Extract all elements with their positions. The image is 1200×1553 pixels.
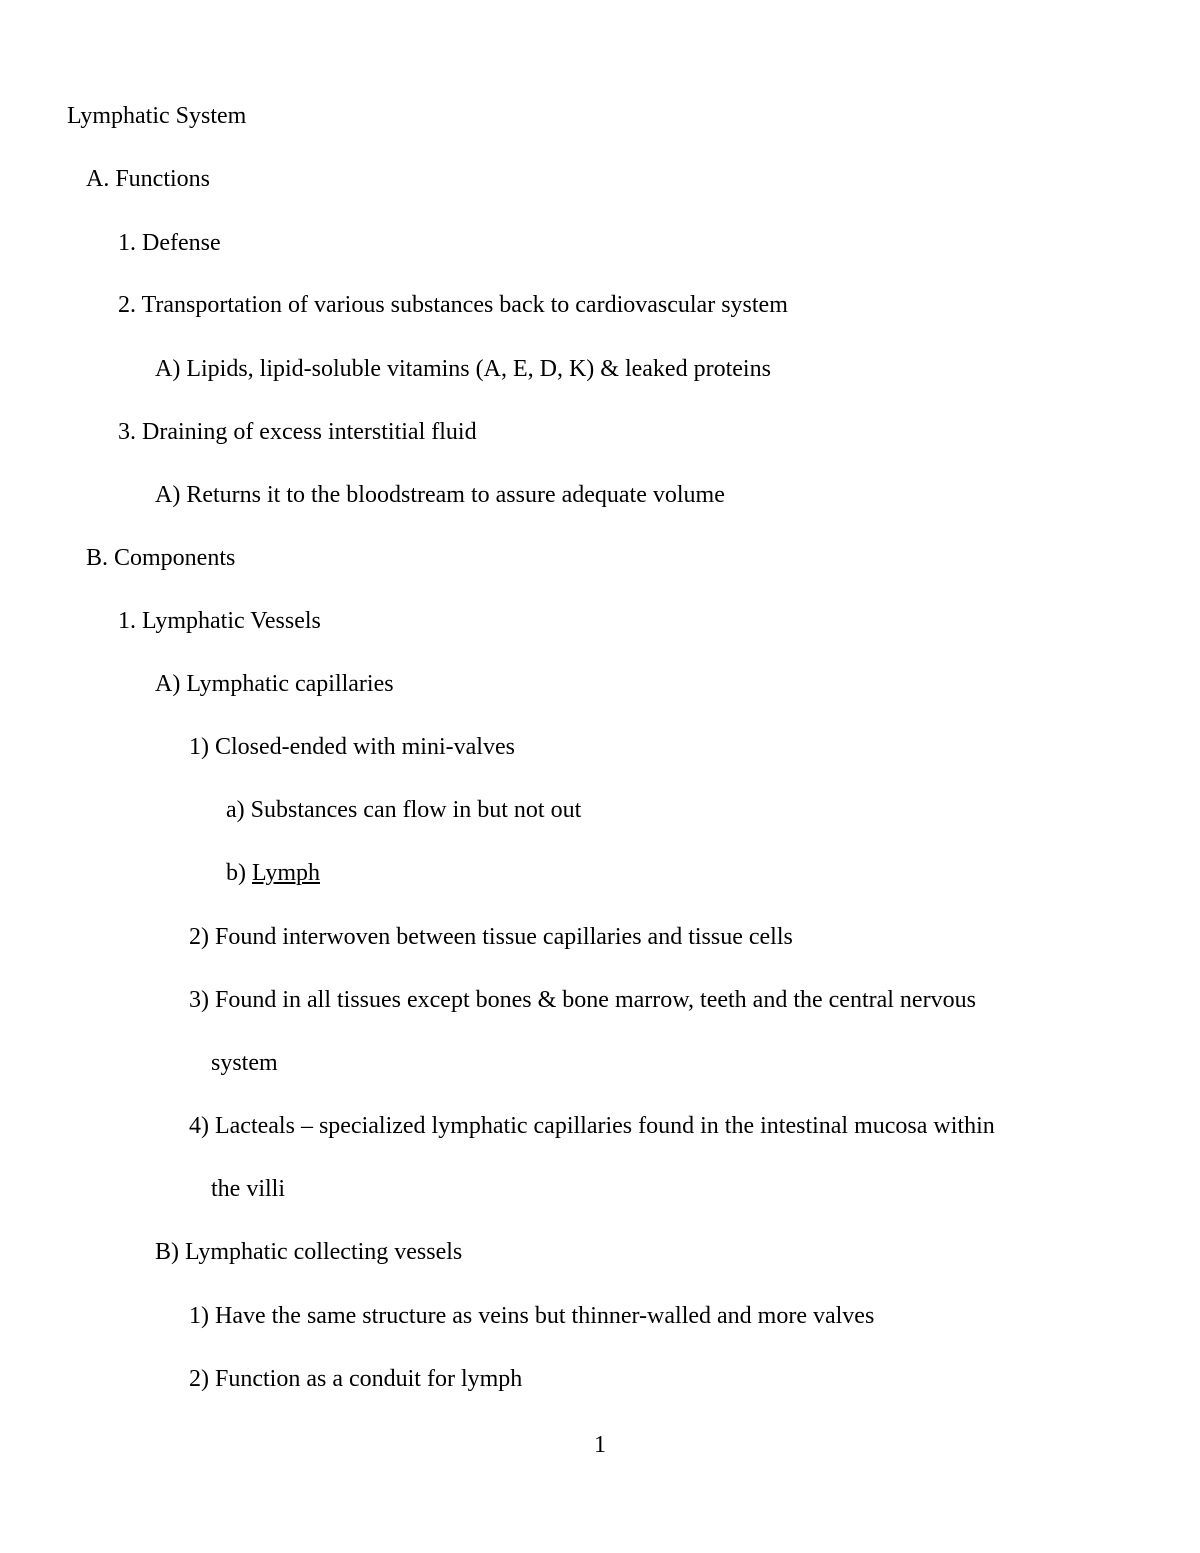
document-title: Lymphatic System [67, 103, 247, 129]
item-defense: 1. Defense [118, 230, 221, 256]
point-found-all-tissues-continued: system [211, 1050, 278, 1076]
point-lacteals: 4) Lacteals – specialized lymphatic capillaries found in the intestinal mucosa within [189, 1113, 995, 1139]
point-found-all-tissues: 3) Found in all tissues except bones & bone marrow, teeth and the central nervous [189, 987, 976, 1013]
item-draining: 3. Draining of excess interstitial fluid [118, 419, 477, 445]
subpoint-lymph-prefix: b) [226, 860, 252, 886]
subpoint-lymph [226, 858, 320, 888]
subitem-returns: A) Returns it to the bloodstream to assure adequate volume [155, 482, 725, 508]
point-found-interwoven: 2) Found interwoven between tissue capillaries and tissue cells [189, 924, 793, 950]
point-closed-ended: 1) Closed-ended with mini-valves [189, 734, 515, 760]
item-transportation: 2. Transportation of various substances back to cardiovascular system [118, 292, 788, 318]
subpoint-substances-flow: a) Substances can flow in but not out [226, 797, 582, 823]
heading-components: B. Components [86, 545, 236, 571]
heading-functions: A. Functions [86, 166, 211, 192]
subitem-lymphatic-capillaries: A) Lymphatic capillaries [155, 671, 394, 697]
subitem-lipids: A) Lipids, lipid-soluble vitamins (A, E, D, K) & leaked proteins [155, 356, 771, 382]
lymph-term: Lymph [252, 860, 321, 886]
point-conduit: 2) Function as a conduit for lymph [189, 1366, 523, 1392]
point-same-structure: 1) Have the same structure as veins but thinner-walled and more valves [189, 1303, 875, 1329]
point-lacteals-continued: the villi [211, 1176, 285, 1202]
page-number: 1 [594, 1432, 606, 1458]
subitem-collecting-vessels: B) Lymphatic collecting vessels [155, 1239, 463, 1265]
item-lymphatic-vessels: 1. Lymphatic Vessels [118, 608, 321, 634]
